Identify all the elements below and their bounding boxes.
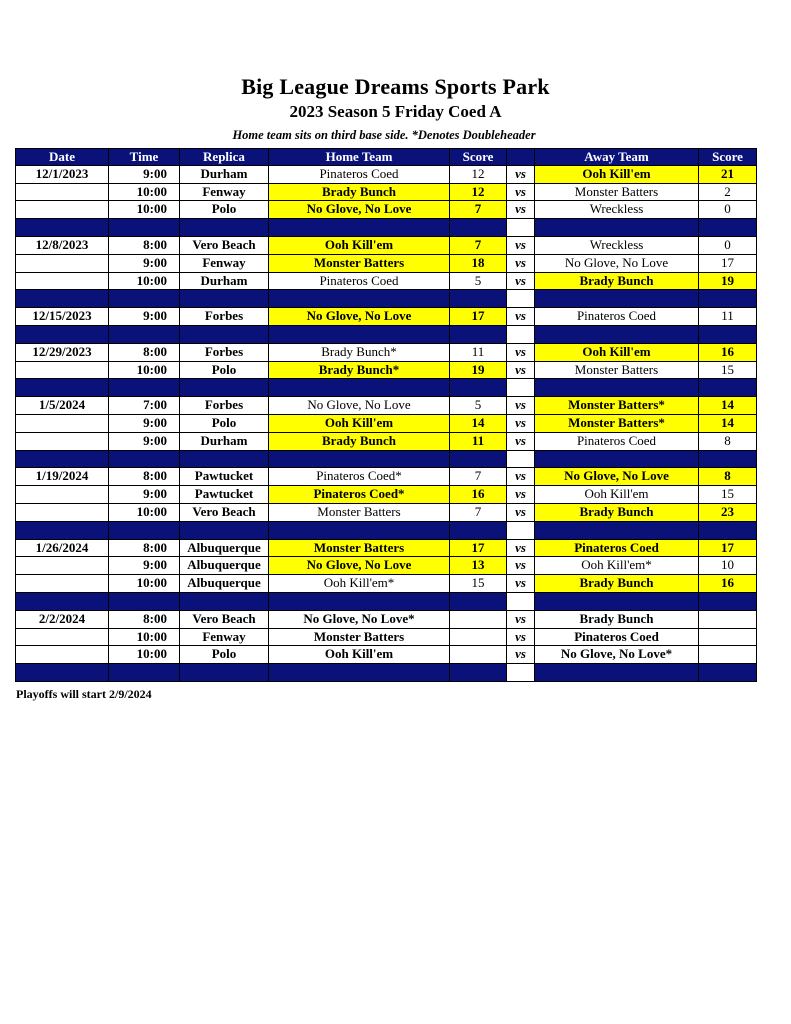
home-score-cell: 5 xyxy=(450,273,507,291)
away-team-cell: Brady Bunch xyxy=(535,504,699,522)
table-row xyxy=(15,557,757,575)
vs-cell: vs xyxy=(507,308,535,326)
separator-cell xyxy=(699,219,757,237)
replica-cell: Albuquerque xyxy=(180,575,269,593)
header-home-team: Home Team xyxy=(269,148,450,166)
time-cell: 8:00 xyxy=(109,611,180,629)
away-team-cell: Brady Bunch xyxy=(535,575,699,593)
header-home-score: Score xyxy=(450,148,507,166)
away-team-cell: Brady Bunch xyxy=(535,273,699,291)
date-cell: 12/15/2023 xyxy=(15,308,109,326)
separator-cell xyxy=(180,522,269,540)
vs-cell: vs xyxy=(507,575,535,593)
date-cell xyxy=(15,575,109,593)
home-score-cell: 17 xyxy=(450,308,507,326)
table-row xyxy=(15,201,757,219)
separator-cell xyxy=(269,219,450,237)
separator-row xyxy=(15,379,757,397)
table-body xyxy=(15,166,757,682)
replica-cell: Durham xyxy=(180,433,269,451)
away-score-cell: 14 xyxy=(699,415,757,433)
separator-cell xyxy=(15,219,109,237)
vs-cell: vs xyxy=(507,397,535,415)
vs-cell: vs xyxy=(507,255,535,273)
separator-cell xyxy=(15,290,109,308)
separator-cell xyxy=(269,379,450,397)
separator-cell xyxy=(699,326,757,344)
vs-cell: vs xyxy=(507,557,535,575)
replica-cell: Fenway xyxy=(180,629,269,647)
table-row xyxy=(15,433,757,451)
time-cell: 9:00 xyxy=(109,166,180,184)
separator-cell xyxy=(535,219,699,237)
time-cell: 8:00 xyxy=(109,344,180,362)
table-row xyxy=(15,255,757,273)
away-score-cell: 21 xyxy=(699,166,757,184)
separator-cell xyxy=(180,593,269,611)
date-cell xyxy=(15,646,109,664)
separator-row xyxy=(15,290,757,308)
page-title: Big League Dreams Sports Park xyxy=(241,74,550,99)
date-cell: 2/2/2024 xyxy=(15,611,109,629)
home-score-cell: 7 xyxy=(450,201,507,219)
separator-cell xyxy=(109,664,180,682)
date-cell xyxy=(15,629,109,647)
separator-cell xyxy=(15,664,109,682)
home-score-cell: 17 xyxy=(450,540,507,558)
away-score-cell: 0 xyxy=(699,237,757,255)
replica-cell: Vero Beach xyxy=(180,504,269,522)
separator-row xyxy=(15,326,757,344)
separator-cell xyxy=(450,593,507,611)
date-cell: 12/1/2023 xyxy=(15,166,109,184)
time-cell: 10:00 xyxy=(109,629,180,647)
separator-cell xyxy=(507,522,535,540)
date-cell xyxy=(15,201,109,219)
separator-cell xyxy=(699,522,757,540)
home-team-cell: No Glove, No Love xyxy=(269,557,450,575)
home-score-cell: 7 xyxy=(450,468,507,486)
table-row xyxy=(15,486,757,504)
vs-cell: vs xyxy=(507,486,535,504)
separator-cell xyxy=(180,326,269,344)
time-cell: 10:00 xyxy=(109,184,180,202)
separator-cell xyxy=(180,290,269,308)
away-team-cell: Wreckless xyxy=(535,237,699,255)
vs-cell: vs xyxy=(507,273,535,291)
date-cell xyxy=(15,433,109,451)
time-cell: 9:00 xyxy=(109,433,180,451)
replica-cell: Polo xyxy=(180,415,269,433)
home-score-cell: 12 xyxy=(450,166,507,184)
separator-cell xyxy=(699,379,757,397)
home-team-cell: Ooh Kill'em xyxy=(269,237,450,255)
playoffs-note: Playoffs will start 2/9/2024 xyxy=(16,687,152,701)
home-team-cell: Ooh Kill'em xyxy=(269,415,450,433)
separator-cell xyxy=(535,522,699,540)
separator-cell xyxy=(535,290,699,308)
away-score-cell xyxy=(699,611,757,629)
home-score-cell: 7 xyxy=(450,237,507,255)
separator-cell xyxy=(535,379,699,397)
table-row xyxy=(15,362,757,380)
replica-cell: Durham xyxy=(180,166,269,184)
away-score-cell xyxy=(699,646,757,664)
replica-cell: Pawtucket xyxy=(180,468,269,486)
home-team-cell: Monster Batters xyxy=(269,540,450,558)
date-cell xyxy=(15,273,109,291)
away-score-cell: 17 xyxy=(699,540,757,558)
separator-cell xyxy=(269,664,450,682)
time-cell: 9:00 xyxy=(109,255,180,273)
home-team-cell: No Glove, No Love xyxy=(269,308,450,326)
time-cell: 10:00 xyxy=(109,362,180,380)
table-row xyxy=(15,415,757,433)
away-score-cell: 19 xyxy=(699,273,757,291)
time-cell: 10:00 xyxy=(109,504,180,522)
date-cell xyxy=(15,184,109,202)
time-cell: 10:00 xyxy=(109,201,180,219)
page-subtitle: 2023 Season 5 Friday Coed A xyxy=(289,102,502,121)
time-cell: 9:00 xyxy=(109,415,180,433)
header-away-team: Away Team xyxy=(535,148,699,166)
table-row xyxy=(15,237,757,255)
away-team-cell: No Glove, No Love xyxy=(535,468,699,486)
separator-cell xyxy=(450,664,507,682)
home-team-cell: Ooh Kill'em xyxy=(269,646,450,664)
separator-cell xyxy=(450,326,507,344)
date-cell: 12/8/2023 xyxy=(15,237,109,255)
away-score-cell: 8 xyxy=(699,433,757,451)
home-team-cell: Ooh Kill'em* xyxy=(269,575,450,593)
table-row xyxy=(15,468,757,486)
home-score-cell: 16 xyxy=(450,486,507,504)
separator-cell xyxy=(507,290,535,308)
separator-cell xyxy=(109,219,180,237)
schedule-table xyxy=(15,148,757,682)
separator-cell xyxy=(450,379,507,397)
separator-cell xyxy=(450,290,507,308)
vs-cell: vs xyxy=(507,166,535,184)
date-cell: 1/19/2024 xyxy=(15,468,109,486)
home-team-cell: Pinateros Coed xyxy=(269,166,450,184)
home-score-cell: 19 xyxy=(450,362,507,380)
header-away-score: Score xyxy=(699,148,757,166)
header-replica: Replica xyxy=(180,148,269,166)
away-score-cell: 16 xyxy=(699,575,757,593)
separator-cell xyxy=(269,451,450,469)
away-score-cell: 15 xyxy=(699,486,757,504)
separator-cell xyxy=(507,219,535,237)
time-cell: 9:00 xyxy=(109,557,180,575)
date-cell xyxy=(15,557,109,575)
home-score-cell xyxy=(450,646,507,664)
separator-cell xyxy=(180,664,269,682)
home-score-cell: 18 xyxy=(450,255,507,273)
table-row xyxy=(15,344,757,362)
separator-cell xyxy=(180,219,269,237)
separator-cell xyxy=(109,593,180,611)
away-score-cell: 10 xyxy=(699,557,757,575)
replica-cell: Fenway xyxy=(180,184,269,202)
time-cell: 9:00 xyxy=(109,308,180,326)
separator-cell xyxy=(180,379,269,397)
replica-cell: Fenway xyxy=(180,255,269,273)
separator-cell xyxy=(535,326,699,344)
away-team-cell: No Glove, No Love xyxy=(535,255,699,273)
away-score-cell: 15 xyxy=(699,362,757,380)
away-team-cell: Ooh Kill'em xyxy=(535,344,699,362)
home-score-cell: 15 xyxy=(450,575,507,593)
date-cell: 1/26/2024 xyxy=(15,540,109,558)
header-vs xyxy=(507,148,535,166)
vs-cell: vs xyxy=(507,415,535,433)
vs-cell: vs xyxy=(507,237,535,255)
date-cell: 12/29/2023 xyxy=(15,344,109,362)
date-cell xyxy=(15,504,109,522)
vs-cell: vs xyxy=(507,433,535,451)
home-score-cell xyxy=(450,611,507,629)
separator-cell xyxy=(15,593,109,611)
date-cell xyxy=(15,415,109,433)
home-score-cell: 11 xyxy=(450,433,507,451)
time-cell: 8:00 xyxy=(109,468,180,486)
separator-cell xyxy=(699,451,757,469)
away-team-cell: Pinateros Coed xyxy=(535,540,699,558)
table-row xyxy=(15,646,757,664)
home-team-cell: Pinateros Coed xyxy=(269,273,450,291)
home-team-cell: Brady Bunch* xyxy=(269,362,450,380)
replica-cell: Forbes xyxy=(180,308,269,326)
time-cell: 7:00 xyxy=(109,397,180,415)
separator-row xyxy=(15,522,757,540)
separator-cell xyxy=(535,451,699,469)
away-score-cell: 0 xyxy=(699,201,757,219)
replica-cell: Albuquerque xyxy=(180,540,269,558)
time-cell: 10:00 xyxy=(109,273,180,291)
schedule-note: Home team sits on third base side. *Denotes Doubleheader xyxy=(232,128,536,142)
home-team-cell: Brady Bunch* xyxy=(269,344,450,362)
away-team-cell: Brady Bunch xyxy=(535,611,699,629)
table-row xyxy=(15,397,757,415)
home-team-cell: Brady Bunch xyxy=(269,184,450,202)
separator-cell xyxy=(699,290,757,308)
table-row xyxy=(15,273,757,291)
home-score-cell: 7 xyxy=(450,504,507,522)
table-row xyxy=(15,184,757,202)
away-team-cell: No Glove, No Love* xyxy=(535,646,699,664)
home-team-cell: Monster Batters xyxy=(269,504,450,522)
separator-cell xyxy=(450,522,507,540)
separator-cell xyxy=(15,326,109,344)
separator-cell xyxy=(269,593,450,611)
date-cell xyxy=(15,255,109,273)
vs-cell: vs xyxy=(507,362,535,380)
time-cell: 10:00 xyxy=(109,646,180,664)
away-team-cell: Monster Batters* xyxy=(535,397,699,415)
time-cell: 8:00 xyxy=(109,237,180,255)
away-team-cell: Pinateros Coed xyxy=(535,308,699,326)
separator-cell xyxy=(507,326,535,344)
header-date: Date xyxy=(15,148,109,166)
separator-cell xyxy=(507,451,535,469)
separator-row xyxy=(15,593,757,611)
replica-cell: Forbes xyxy=(180,344,269,362)
separator-cell xyxy=(109,290,180,308)
separator-row xyxy=(15,451,757,469)
separator-cell xyxy=(15,451,109,469)
replica-cell: Vero Beach xyxy=(180,611,269,629)
separator-cell xyxy=(269,290,450,308)
table-row xyxy=(15,308,757,326)
table-header-row xyxy=(15,148,757,166)
separator-cell xyxy=(109,522,180,540)
separator-cell xyxy=(109,451,180,469)
away-team-cell: Monster Batters xyxy=(535,362,699,380)
home-score-cell: 5 xyxy=(450,397,507,415)
separator-cell xyxy=(269,326,450,344)
vs-cell: vs xyxy=(507,504,535,522)
date-cell xyxy=(15,486,109,504)
separator-cell xyxy=(535,593,699,611)
away-score-cell xyxy=(699,629,757,647)
replica-cell: Pawtucket xyxy=(180,486,269,504)
replica-cell: Durham xyxy=(180,273,269,291)
separator-cell xyxy=(269,522,450,540)
separator-cell xyxy=(15,522,109,540)
vs-cell: vs xyxy=(507,611,535,629)
table-row xyxy=(15,575,757,593)
away-team-cell: Ooh Kill'em xyxy=(535,166,699,184)
away-team-cell: Ooh Kill'em xyxy=(535,486,699,504)
table-row xyxy=(15,629,757,647)
separator-cell xyxy=(450,219,507,237)
time-cell: 9:00 xyxy=(109,486,180,504)
away-team-cell: Pinateros Coed xyxy=(535,433,699,451)
table-row xyxy=(15,611,757,629)
home-team-cell: Pinateros Coed* xyxy=(269,468,450,486)
date-cell: 1/5/2024 xyxy=(15,397,109,415)
away-score-cell: 14 xyxy=(699,397,757,415)
separator-cell xyxy=(450,451,507,469)
vs-cell: vs xyxy=(507,201,535,219)
separator-cell xyxy=(535,664,699,682)
time-cell: 8:00 xyxy=(109,540,180,558)
replica-cell: Albuquerque xyxy=(180,557,269,575)
away-score-cell: 16 xyxy=(699,344,757,362)
home-team-cell: Monster Batters xyxy=(269,629,450,647)
home-score-cell: 13 xyxy=(450,557,507,575)
home-score-cell xyxy=(450,629,507,647)
table-row xyxy=(15,166,757,184)
replica-cell: Polo xyxy=(180,201,269,219)
away-team-cell: Monster Batters xyxy=(535,184,699,202)
vs-cell: vs xyxy=(507,646,535,664)
table-row xyxy=(15,504,757,522)
separator-row xyxy=(15,664,757,682)
replica-cell: Vero Beach xyxy=(180,237,269,255)
away-team-cell: Ooh Kill'em* xyxy=(535,557,699,575)
away-score-cell: 11 xyxy=(699,308,757,326)
away-team-cell: Pinateros Coed xyxy=(535,629,699,647)
time-cell: 10:00 xyxy=(109,575,180,593)
home-team-cell: No Glove, No Love xyxy=(269,397,450,415)
table-row xyxy=(15,540,757,558)
separator-cell xyxy=(15,379,109,397)
separator-cell xyxy=(180,451,269,469)
home-team-cell: Pinateros Coed* xyxy=(269,486,450,504)
separator-cell xyxy=(699,664,757,682)
separator-cell xyxy=(699,593,757,611)
home-team-cell: Brady Bunch xyxy=(269,433,450,451)
vs-cell: vs xyxy=(507,468,535,486)
separator-cell xyxy=(109,326,180,344)
vs-cell: vs xyxy=(507,629,535,647)
home-score-cell: 14 xyxy=(450,415,507,433)
home-team-cell: No Glove, No Love* xyxy=(269,611,450,629)
away-score-cell: 23 xyxy=(699,504,757,522)
vs-cell: vs xyxy=(507,540,535,558)
away-team-cell: Monster Batters* xyxy=(535,415,699,433)
home-score-cell: 12 xyxy=(450,184,507,202)
home-team-cell: No Glove, No Love xyxy=(269,201,450,219)
away-score-cell: 2 xyxy=(699,184,757,202)
away-score-cell: 8 xyxy=(699,468,757,486)
vs-cell: vs xyxy=(507,184,535,202)
date-cell xyxy=(15,362,109,380)
replica-cell: Forbes xyxy=(180,397,269,415)
away-score-cell: 17 xyxy=(699,255,757,273)
separator-row xyxy=(15,219,757,237)
separator-cell xyxy=(507,379,535,397)
away-team-cell: Wreckless xyxy=(535,201,699,219)
vs-cell: vs xyxy=(507,344,535,362)
separator-cell xyxy=(507,664,535,682)
replica-cell: Polo xyxy=(180,362,269,380)
header-time: Time xyxy=(109,148,180,166)
replica-cell: Polo xyxy=(180,646,269,664)
home-score-cell: 11 xyxy=(450,344,507,362)
separator-cell xyxy=(109,379,180,397)
home-team-cell: Monster Batters xyxy=(269,255,450,273)
separator-cell xyxy=(507,593,535,611)
